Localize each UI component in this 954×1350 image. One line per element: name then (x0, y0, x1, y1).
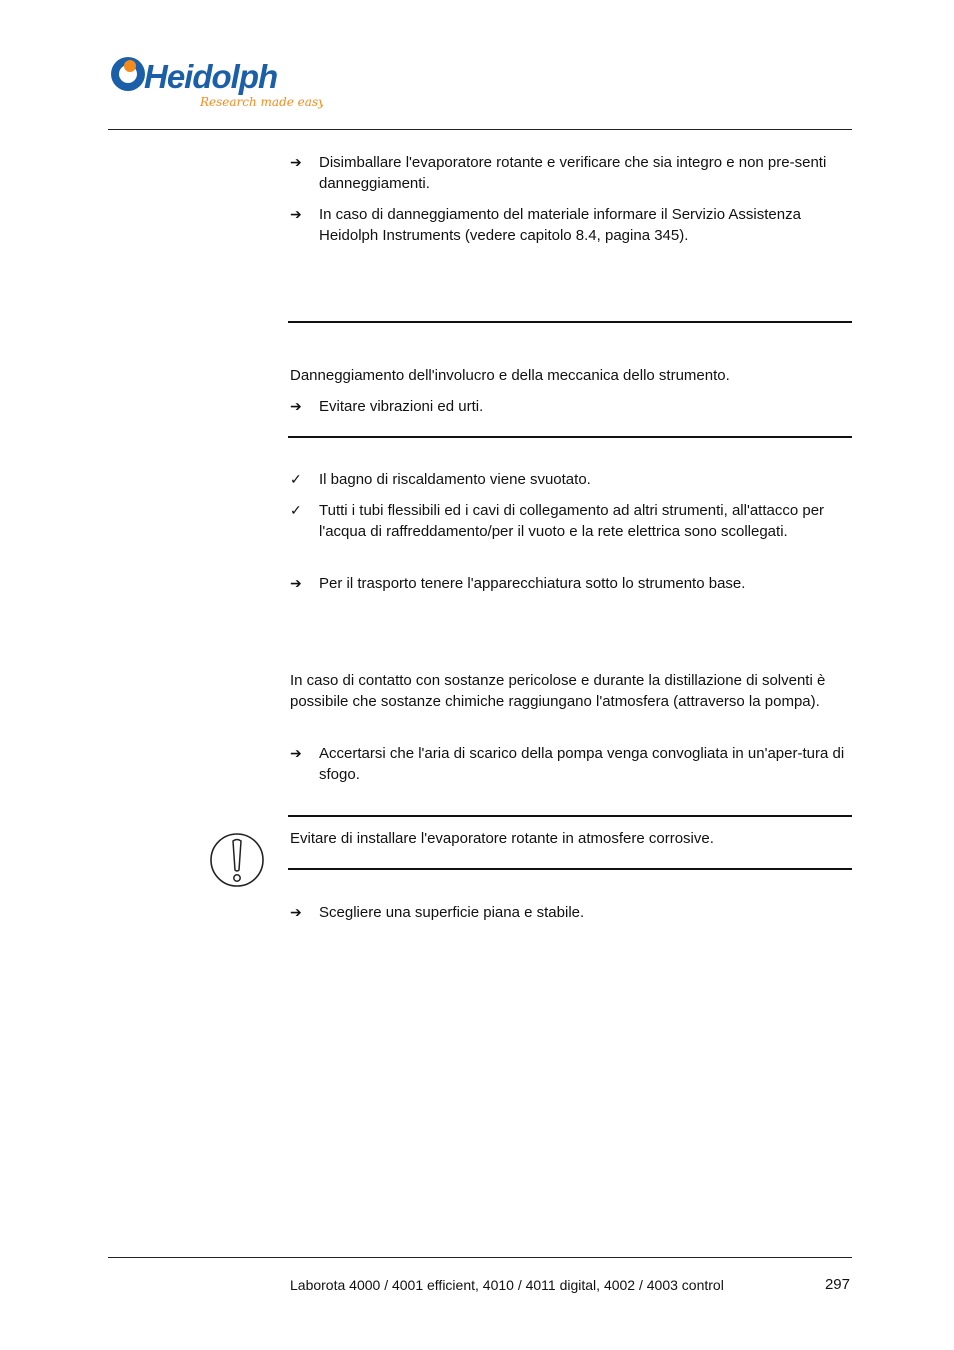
checkmark-icon: ✓ (290, 502, 302, 518)
step-text: In caso di danneggiamento del materiale informare il Servizio Assistenza Heidolph Instruments (vedere capitolo 8.4, pagina 345). (319, 206, 801, 244)
list-item (290, 152, 855, 194)
notice-top-rule (288, 815, 852, 817)
list-item (290, 500, 855, 542)
step-text: Evitare vibrazioni ed urti. (319, 398, 484, 415)
notice-bottom-rule (288, 868, 852, 870)
page-number: 297 (824, 1276, 850, 1293)
heidolph-logo-mark (108, 50, 323, 112)
step-text: Scegliere una superficie piana e stabile. (319, 904, 585, 921)
step-text: Per il trasporto tenere l'apparecchiatura sotto lo strumento base. (319, 575, 746, 592)
list-item (290, 469, 855, 490)
notice-damage-text: Danneggiamento dell'involucro e della meccanica dello strumento. (290, 367, 730, 384)
notice-top-rule (288, 321, 852, 323)
brand-tagline: Research made easy (200, 95, 323, 109)
arrow-icon: ➔ (290, 154, 302, 170)
arrow-icon: ➔ (290, 206, 302, 222)
list-item (290, 396, 855, 417)
notice-bottom-rule (288, 436, 852, 438)
prerequisite-text: Il bagno di riscaldamento viene svuotato. (319, 471, 591, 488)
footer-product: Laborota 4000 / 4001 efficient, 4010 / 4011 digital, 4002 / 4003 control (290, 1277, 724, 1293)
step-text: Accertarsi che l'aria di scarico della pompa venga convogliata in un'aper-tura di sfogo. (319, 745, 845, 783)
location-paragraph: In caso di contatto con sostanze pericolose e durante la distillazione di solventi è possibile che sostanze chimiche raggiungano l'atmosfera (attraverso la pompa). (290, 672, 826, 710)
list-item (290, 902, 855, 923)
notice-corrosive-text: Evitare di installare l'evaporatore rotante in atmosfere corrosive. (290, 830, 714, 847)
arrow-icon: ➔ (290, 904, 302, 920)
arrow-icon: ➔ (290, 398, 302, 414)
brand-wordmark: Heidolph (144, 58, 278, 95)
heidolph-logo (108, 50, 323, 112)
list-item (290, 204, 855, 246)
step-text: Disimballare l'evaporatore rotante e verificare che sia integro e non pre-senti danneggiamenti. (319, 154, 827, 192)
arrow-icon: ➔ (290, 745, 302, 761)
warning-exclamation-icon (209, 832, 265, 888)
header-divider (108, 129, 852, 130)
list-item (290, 743, 855, 785)
checkmark-icon: ✓ (290, 471, 302, 487)
prerequisite-text: Tutti i tubi flessibili ed i cavi di collegamento ad altri strumenti, all'attacco per l'acqua di raffreddamento/per il vuoto e la rete elettrica sono scollegati. (319, 502, 825, 540)
arrow-icon: ➔ (290, 575, 302, 591)
list-item (290, 573, 855, 594)
footer-divider (108, 1257, 852, 1258)
